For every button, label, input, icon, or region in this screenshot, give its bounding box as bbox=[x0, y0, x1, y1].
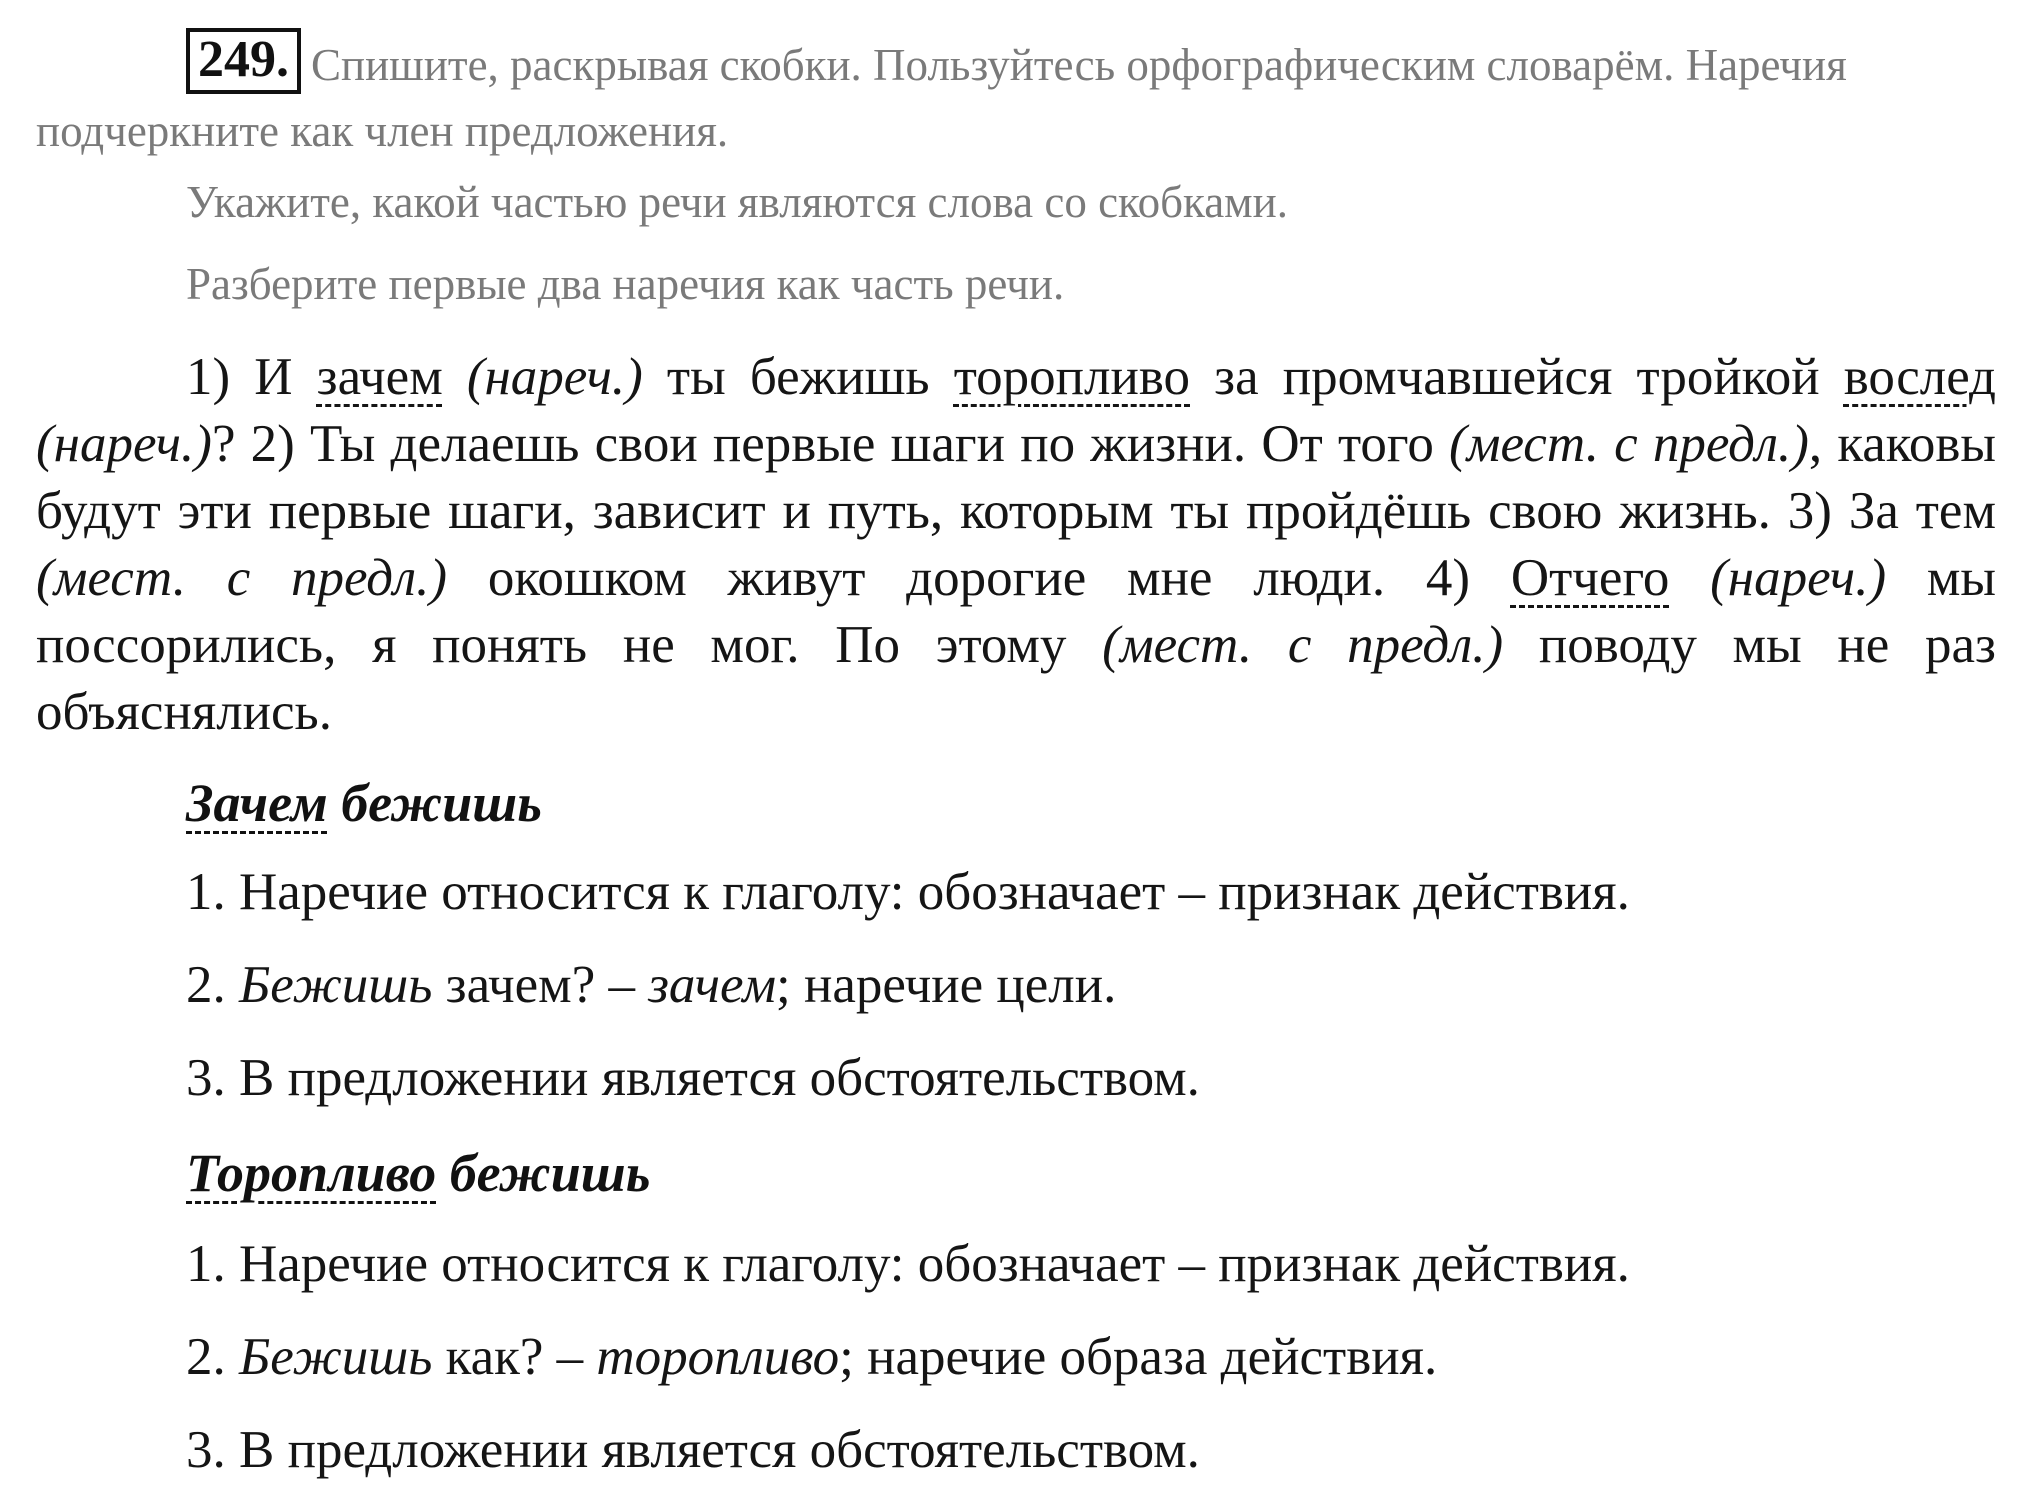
analysis-line bbox=[186, 1327, 1437, 1387]
note-adverb: (нареч.) bbox=[36, 415, 212, 473]
analysis-line: 3. В предложении является обстоятельством. bbox=[186, 1421, 1200, 1479]
text-fragment: ? 2) Ты делаешь свои первые шаги по жизни. От того bbox=[211, 415, 1449, 473]
task-number: 249. bbox=[186, 28, 301, 94]
text-fragment: как? – bbox=[432, 1328, 597, 1386]
text-fragment: поводу мы не раз объяснялись. bbox=[36, 616, 1996, 741]
instruction-part-of-speech: Укажите, какой частью речи являются слова со скобками. bbox=[186, 177, 1288, 227]
heading-adverb: Зачем bbox=[186, 773, 328, 833]
note-pronoun: (мест. с предл.) bbox=[1102, 616, 1504, 674]
note-pronoun: (мест. с предл.) bbox=[36, 549, 448, 607]
text-fragment: зачем? – bbox=[432, 956, 649, 1014]
text-fragment: ; наречие цели. bbox=[776, 956, 1117, 1014]
heading-verb: бежишь bbox=[436, 1143, 651, 1203]
analysis-heading-zachem bbox=[186, 772, 542, 834]
text-fragment: 2. bbox=[186, 1328, 239, 1386]
exercise-text bbox=[36, 344, 1996, 746]
text-fragment: окошком живут дорогие мне люди. 4) bbox=[447, 549, 1511, 607]
text-fragment: Бежишь bbox=[239, 956, 433, 1014]
task-instruction bbox=[36, 28, 1996, 164]
text-fragment: 2. bbox=[186, 956, 239, 1014]
analysis-line: 1. Наречие относится к глаголу: обозначает – признак действия. bbox=[186, 863, 1630, 921]
adverb-otchego: Отчего bbox=[1510, 549, 1670, 607]
analysis-line: 1. Наречие относится к глаголу: обозначает – признак действия. bbox=[186, 1235, 1630, 1293]
analysis-line bbox=[186, 955, 1116, 1015]
text-fragment: мы поссорились, я понять не мог. По этому bbox=[36, 549, 1997, 674]
heading-verb: бежишь bbox=[327, 773, 542, 833]
note-adverb: (нареч.) bbox=[1710, 549, 1887, 607]
adverb-zachem: зачем bbox=[316, 348, 443, 406]
analysis-heading-toroplivo bbox=[186, 1142, 650, 1204]
text-fragment: Бежишь bbox=[239, 1328, 433, 1386]
text-fragment: 1) И bbox=[186, 348, 317, 406]
note-pronoun: (мест. с предл.) bbox=[1449, 415, 1809, 473]
adverb-vosled: вослед bbox=[1843, 348, 1996, 406]
text-fragment: за промчавшейся тройкой bbox=[1190, 348, 1844, 406]
note-adverb: (нареч.) bbox=[466, 348, 643, 406]
instruction-analysis: Разберите первые два наречия как часть речи. bbox=[186, 259, 1065, 309]
adverb-toroplivo: торопливо bbox=[953, 348, 1191, 406]
analysis-line: 3. В предложении является обстоятельством. bbox=[186, 1049, 1200, 1107]
text-fragment: торопливо bbox=[596, 1328, 840, 1386]
text-fragment: ; наречие образа действия. bbox=[839, 1328, 1438, 1386]
instruction-text: Спишите, раскрывая скобки. Пользуйтесь орфографическим словарём. Наречия подчеркните как член предложения. bbox=[36, 40, 1847, 156]
text-fragment: , каковы будут эти первые шаги, зависит и путь, которым ты пройдёшь свою жизнь. 3) За тем bbox=[36, 415, 1996, 540]
heading-adverb: Торопливо bbox=[186, 1143, 437, 1203]
text-fragment: ты бежишь bbox=[642, 348, 954, 406]
text-fragment: зачем bbox=[648, 956, 777, 1014]
